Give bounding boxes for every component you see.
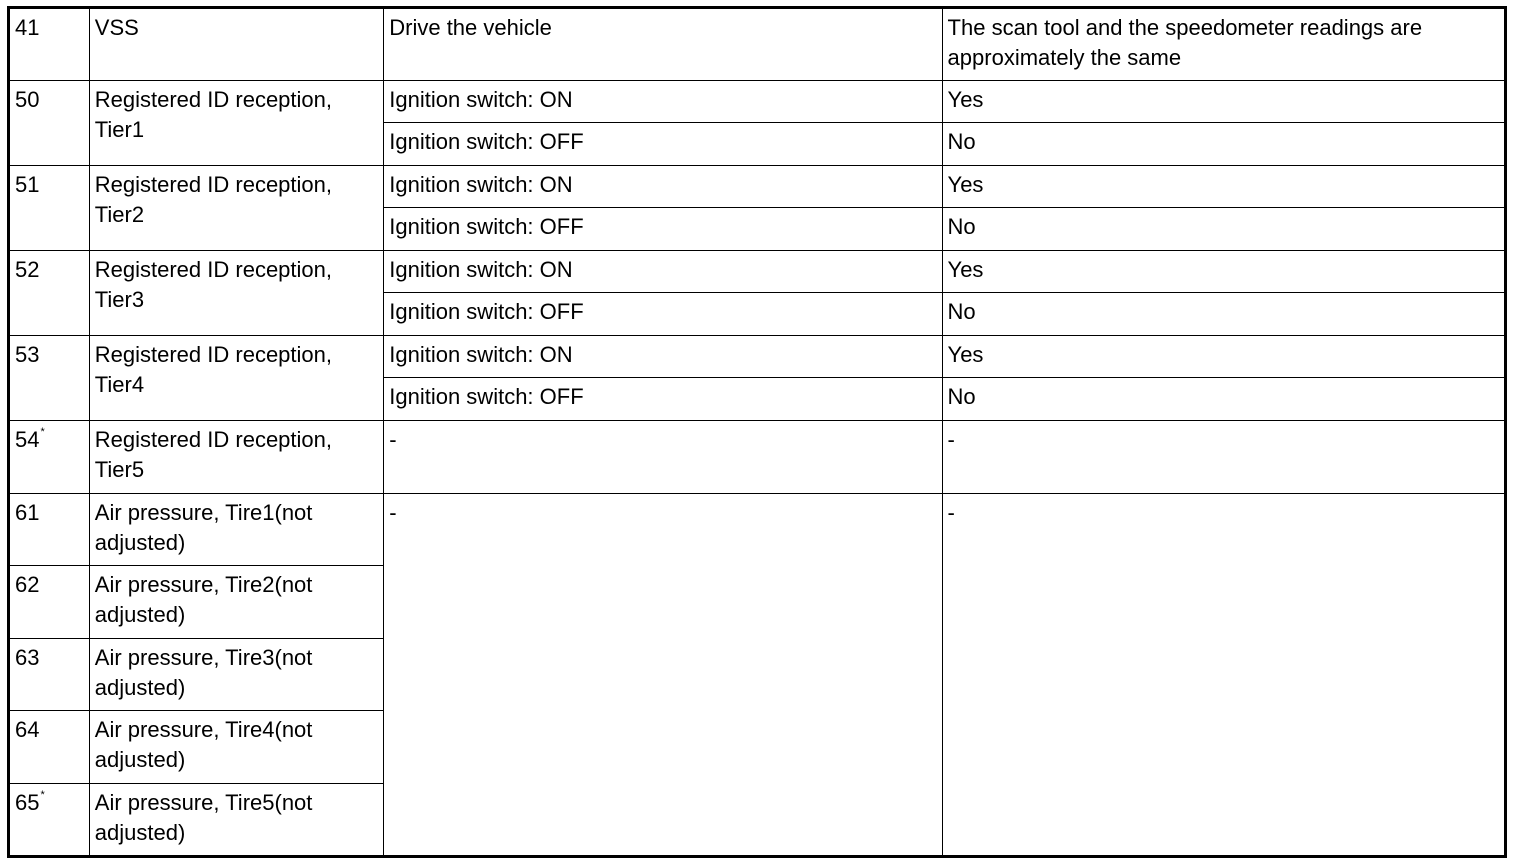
code-cell: 53: [9, 336, 90, 421]
code-cell: 51: [9, 166, 90, 251]
item-cell: Air pressure, Tire2(not adjusted): [89, 566, 383, 639]
condition-cell: Ignition switch: ON: [384, 336, 942, 378]
result-cell: Yes: [942, 166, 1505, 208]
condition-cell: Ignition switch: OFF: [384, 123, 942, 166]
code-cell: [9, 639, 90, 711]
item-cell: Registered ID reception, Tier2: [89, 166, 383, 251]
code-cell: [9, 566, 90, 639]
result-cell: The scan tool and the speedometer readings are approximately the same: [942, 8, 1505, 81]
item-cell: Air pressure, Tire4(not adjusted): [89, 711, 383, 784]
code-cell: [9, 421, 90, 494]
item-cell: Registered ID reception, Tier1: [89, 81, 383, 166]
code-text: 62: [15, 572, 40, 597]
result-cell: Yes: [942, 251, 1505, 293]
code-cell: 41: [9, 8, 90, 81]
code-text: 63: [15, 645, 40, 670]
code-text: 65: [15, 790, 40, 815]
table-row: [9, 494, 1506, 566]
result-cell: No: [942, 208, 1505, 251]
table-row: [9, 81, 1506, 123]
condition-cell: Ignition switch: OFF: [384, 208, 942, 251]
condition-cell: Ignition switch: ON: [384, 166, 942, 208]
condition-cell: Ignition switch: ON: [384, 251, 942, 293]
item-cell: Air pressure, Tire1(not adjusted): [89, 494, 383, 566]
item-cell: Air pressure, Tire3(not adjusted): [89, 639, 383, 711]
condition-cell: Drive the vehicle: [384, 8, 942, 81]
table-row-vss: [9, 8, 1506, 81]
result-cell: No: [942, 123, 1505, 166]
condition-cell: Ignition switch: OFF: [384, 378, 942, 421]
item-cell: Registered ID reception, Tier4: [89, 336, 383, 421]
table-row-tier5: [9, 421, 1506, 494]
condition-cell: -: [384, 421, 942, 494]
result-cell: No: [942, 293, 1505, 336]
result-cell: Yes: [942, 81, 1505, 123]
code-cell: 52: [9, 251, 90, 336]
code-cell: [9, 711, 90, 784]
code-text: 54: [15, 427, 40, 452]
item-cell: VSS: [89, 8, 383, 81]
table-row: [9, 166, 1506, 208]
footnote-mark: *: [40, 789, 45, 801]
code-cell: [9, 784, 90, 857]
code-text: 64: [15, 717, 40, 742]
result-cell: -: [942, 494, 1505, 857]
condition-cell: Ignition switch: ON: [384, 81, 942, 123]
code-cell: [9, 494, 90, 566]
item-cell: Registered ID reception, Tier3: [89, 251, 383, 336]
table-row: [9, 251, 1506, 293]
footnote-mark: *: [40, 426, 45, 438]
table-row: [9, 336, 1506, 378]
condition-cell: -: [384, 494, 942, 857]
result-cell: No: [942, 378, 1505, 421]
item-cell: Air pressure, Tire5(not adjusted): [89, 784, 383, 857]
code-text: 61: [15, 500, 40, 525]
item-cell: Registered ID reception, Tier5: [89, 421, 383, 494]
result-cell: -: [942, 421, 1505, 494]
condition-cell: Ignition switch: OFF: [384, 293, 942, 336]
result-cell: Yes: [942, 336, 1505, 378]
data-monitor-table: [7, 6, 1507, 858]
code-cell: 50: [9, 81, 90, 166]
